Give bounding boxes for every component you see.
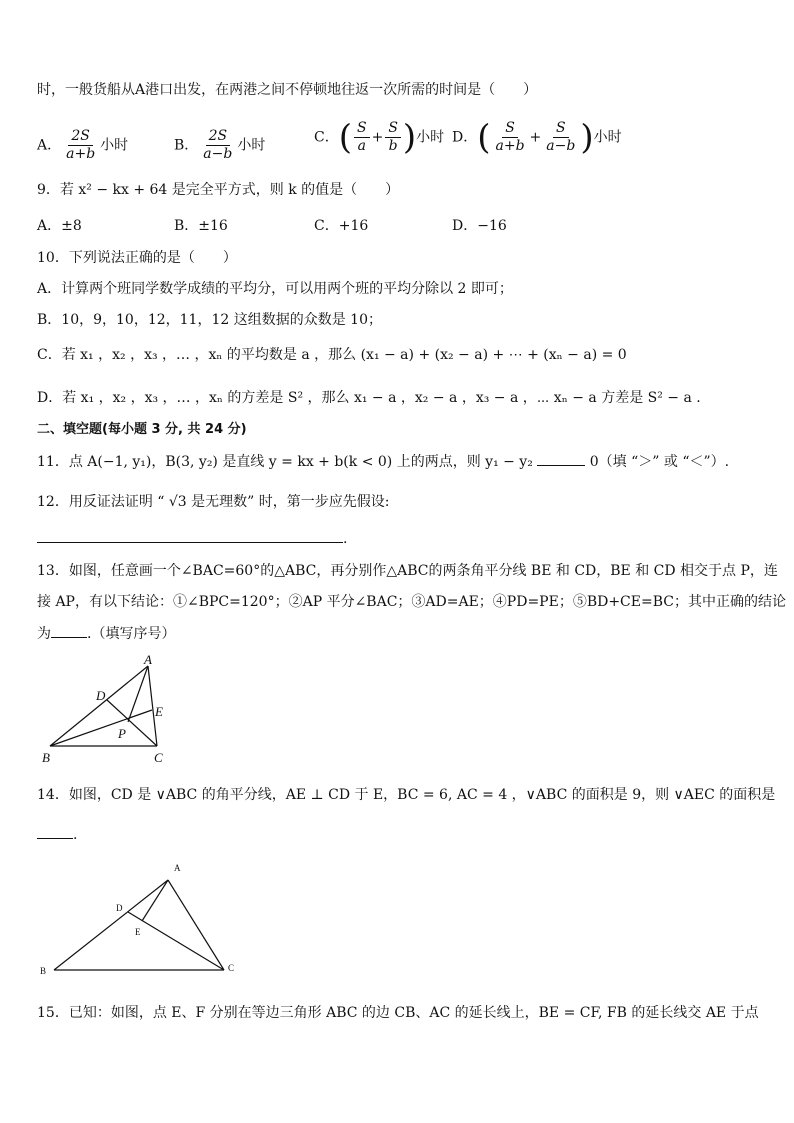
q8-option-b-label: B．	[174, 137, 199, 154]
q9-option-a: A．±8	[37, 218, 82, 234]
numerator: S	[553, 120, 569, 138]
q10-stem: 10．下列说法正确的是（ ）	[37, 250, 237, 266]
section-heading: 二、填空题(每小题 3 分, 共 24 分)	[37, 422, 247, 437]
label-a: A	[174, 863, 181, 873]
q11-stem-part2: 0（填 “＞” 或 “＜”）.	[589, 454, 730, 470]
label-c: C	[228, 963, 235, 973]
unit: 小时	[416, 129, 445, 146]
q10-option-b: B．10，9，10，12，11，12 这组数据的众数是 10；	[37, 312, 382, 328]
denominator: a+b	[495, 138, 525, 154]
q9-option-d: D．−16	[452, 218, 507, 234]
q8-option-c: C．( $\frac{S}{a}$ + $\frac{S}{b}$ )小时	[314, 117, 445, 158]
q8-option-d-label: D．	[452, 129, 478, 146]
q11-answer-blank[interactable]	[537, 451, 585, 466]
unit: 小时	[237, 137, 266, 154]
denominator: a−b	[203, 146, 233, 162]
label-b: B	[40, 966, 47, 976]
denominator: a+b	[66, 146, 96, 162]
q15-line1: 15．已知：如图，点 E、F 分别在等边三角形 ABC 的边 CB、AC 的延长线上，BE = CF, FB 的延长线交 AE 于点	[37, 1005, 759, 1021]
q14-line2	[37, 824, 77, 845]
segment-ac	[168, 880, 224, 970]
q10-option-d: D．若 x₁ ，x₂ ，x₃ ，… ，xₙ 的方差是 S² ，那么 x₁ − a ，x₂ − a ，x₃ − a ，⋯ xₙ − a 方差是 S² − a .	[37, 390, 701, 406]
numerator: 2S	[206, 128, 231, 146]
label-d: D	[116, 903, 123, 913]
q10-option-c: C．若 x₁ ，x₂ ，x₃ ，… ，xₙ 的平均数是 a ，那么 (x₁ − a) + (x₂ − a) + ⋯ + (xₙ − a) = 0	[37, 347, 627, 363]
q8-option-a-fraction	[63, 128, 98, 163]
q14-answer-blank[interactable]	[37, 824, 73, 839]
q12-answer-blank[interactable]	[37, 528, 343, 543]
q9-option-c: C．+16	[314, 218, 369, 234]
q8-stem: 时，一般货船从A港口出发，在两港之间不停顿地往返一次所需的时间是（ ）	[37, 82, 538, 98]
plus: +	[529, 129, 542, 146]
denominator: b	[388, 138, 398, 154]
label-e: E	[155, 704, 163, 719]
q11-stem	[37, 451, 729, 472]
numerator: S	[502, 120, 518, 138]
label-p: P	[118, 726, 126, 741]
label-c: C	[154, 750, 163, 765]
q12-stem: 12．用反证法证明 “ √3 是无理数” 时，第一步应先假设:	[37, 494, 390, 510]
q8-option-c-label: C．	[314, 129, 339, 146]
q12-tail: .	[343, 531, 348, 547]
q13-answer-blank[interactable]	[51, 623, 87, 638]
unit: 小时	[100, 137, 129, 154]
label-b: B	[42, 750, 50, 765]
q8-option-a-label: A．	[37, 137, 62, 154]
denominator: a−b	[546, 138, 576, 154]
label-d: D	[96, 688, 106, 703]
q8-option-b	[174, 128, 265, 163]
label-e: E	[135, 927, 141, 937]
label-a: A	[144, 654, 152, 667]
q10-option-a: A．计算两个班同学数学成绩的平均分，可以用两个班的平均分除以 2 即可；	[37, 281, 513, 297]
q13-line1: 13．如图，任意画一个∠BAC=60°的△ABC，再分别作△ABC的两条角平分线 BE 和 CD，BE 和 CD 相交于点 P，连	[37, 563, 778, 579]
q13-line2: 接 AP，有以下结论：①∠BPC=120°；②AP 平分∠BAC；③AD=AE；④PD=PE；⑤BD+CE=BC；其中正确的结论	[37, 594, 786, 610]
q13-line3-end: .（填写序号）	[87, 626, 176, 642]
q8-option-a	[37, 128, 128, 163]
q14-line1: 14．如图，CD 是 ∨ABC 的角平分线，AE ⊥ CD 于 E，BC = 6, AC = 4 ，∨ABC 的面积是 9，则 ∨AEC 的面积是	[37, 787, 776, 803]
numerator: 2S	[68, 128, 93, 146]
q14-tail: .	[73, 827, 78, 843]
q13-line3	[37, 623, 175, 644]
perpendicular-ae	[142, 880, 168, 921]
q13-figure	[36, 654, 176, 770]
q8-option-d: D．( $\frac{S}{a+b}$ + $\frac{S}{a-b}$ )小时	[452, 117, 622, 158]
q9-option-b: B．±16	[174, 218, 228, 234]
q14-figure	[34, 858, 244, 980]
segment-ab	[54, 880, 168, 970]
numerator: S	[354, 120, 370, 138]
numerator: S	[385, 120, 401, 138]
q9-stem: 9．若 x² − kx + 64 是完全平方式，则 k 的值是（ ）	[37, 182, 400, 198]
q11-stem-part1: 11．点 A(−1, y₁)，B(3, y₂) 是直线 y = kx + b(k < 0) 上的两点，则 y₁ − y₂	[37, 454, 533, 470]
denominator: a	[357, 138, 366, 154]
unit: 小时	[593, 129, 622, 146]
q13-line3-start: 为	[37, 626, 51, 642]
q8-option-b-fraction	[200, 128, 235, 163]
plus: +	[371, 129, 384, 146]
q12-answer-line	[37, 528, 347, 549]
